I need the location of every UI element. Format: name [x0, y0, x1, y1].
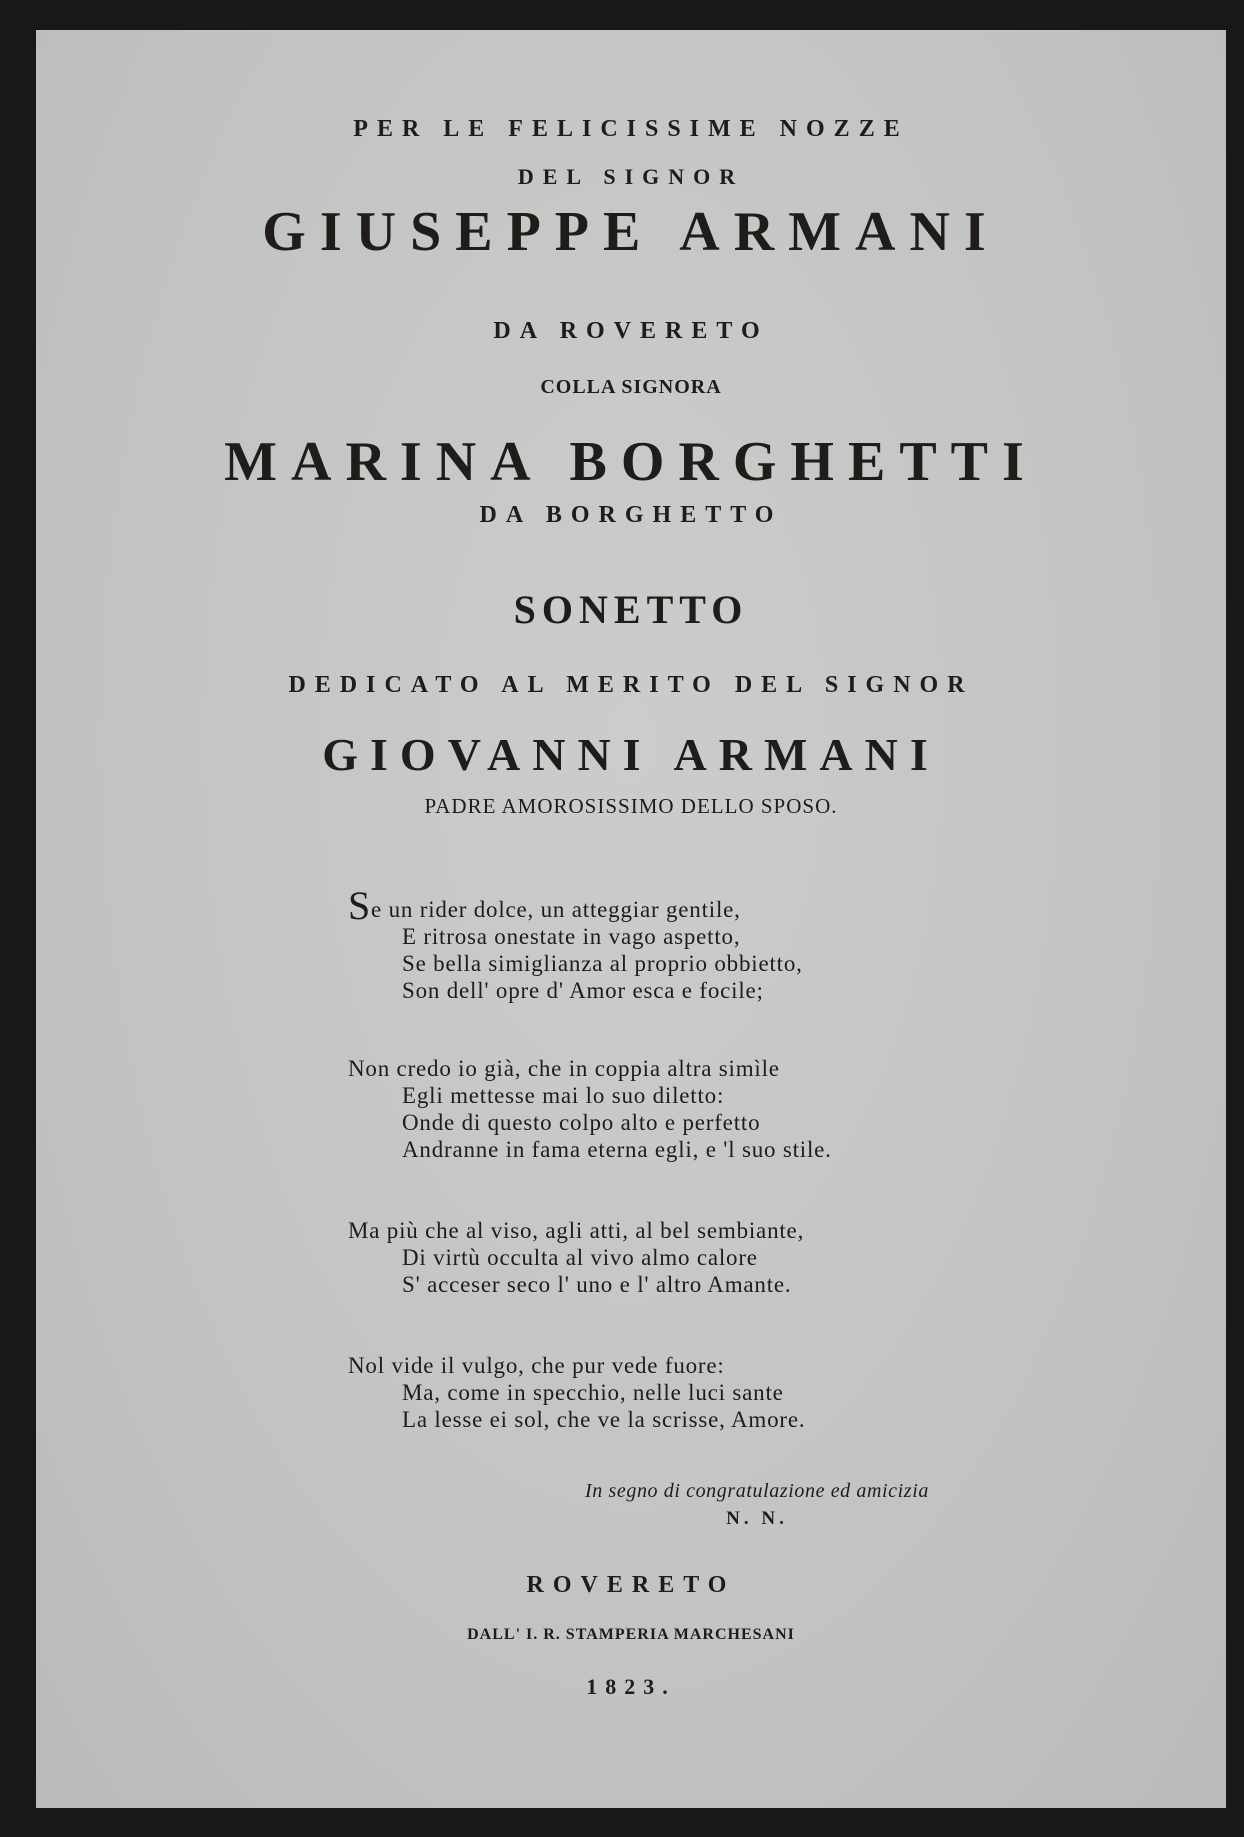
verse-line: Non credo io già, che in coppia altra simìle	[348, 1056, 780, 1081]
bride-name: MARINA BORGHETTI	[224, 431, 1038, 493]
drop-cap: S	[348, 883, 372, 928]
verse-line: Son dell' opre d' Amor esca e focile;	[402, 978, 764, 1003]
verse-line: Se un rider dolce, un atteggiar gentile,	[348, 883, 741, 928]
verse-line: Ma più che al viso, agli atti, al bel sembiante,	[348, 1218, 805, 1243]
verse-line: Di virtù occulta al vivo almo calore	[402, 1245, 758, 1270]
stanza-4	[348, 1352, 1048, 1433]
verse-line: Se bella simiglianza al proprio obbietto,	[402, 951, 803, 976]
broadside-sheet	[36, 30, 1226, 1808]
father-role: PADRE AMOROSISSIMO DELLO SPOSO.	[424, 794, 838, 818]
groom-origin: DA ROVERETO	[493, 318, 769, 344]
verse-line: Ma, come in specchio, nelle luci sante	[402, 1380, 784, 1405]
stanza-3	[348, 1217, 1048, 1298]
signature-note: In segno di congratulazione ed amicizia	[585, 1480, 929, 1502]
genre-title: SONETTO	[513, 587, 749, 632]
stanza-1	[348, 883, 1048, 1004]
dedication-line: DEDICATO AL MERITO DEL SIGNOR	[288, 672, 974, 698]
groom-name: GIUSEPPE ARMANI	[262, 201, 1000, 263]
father-name: GIOVANNI ARMANI	[322, 729, 940, 780]
verse-line: Andranne in fama eterna egli, e 'l suo stile.	[402, 1137, 832, 1162]
sonnet	[348, 883, 1048, 1433]
imprint-city: ROVERETO	[526, 1572, 736, 1598]
verse-line: S' acceser seco l' uno e l' altro Amante.	[402, 1272, 792, 1297]
verse-line: Nol vide il vulgo, che pur vede fuore:	[348, 1353, 725, 1378]
verse-line: Onde di questo colpo alto e perfetto	[402, 1110, 761, 1135]
title-line-2: DEL SIGNOR	[517, 164, 745, 189]
stanza-2	[348, 1055, 1048, 1163]
verse-line: Egli mettesse mai lo suo diletto:	[402, 1083, 725, 1108]
imprint-printer: DALL' I. R. STAMPERIA MARCHESANI	[467, 1626, 795, 1643]
verse-line: La lesse ei sol, che ve la scrisse, Amore.	[402, 1407, 806, 1432]
signature-initials: N. N.	[726, 1508, 788, 1529]
imprint-year: 1823.	[586, 1674, 676, 1699]
with-line: COLLA SIGNORA	[540, 376, 722, 398]
bride-origin: DA BORGHETTO	[479, 502, 783, 528]
verse-line: E ritrosa onestate in vago aspetto,	[402, 924, 741, 949]
title-line-1: PER LE FELICISSIME NOZZE	[353, 116, 909, 142]
